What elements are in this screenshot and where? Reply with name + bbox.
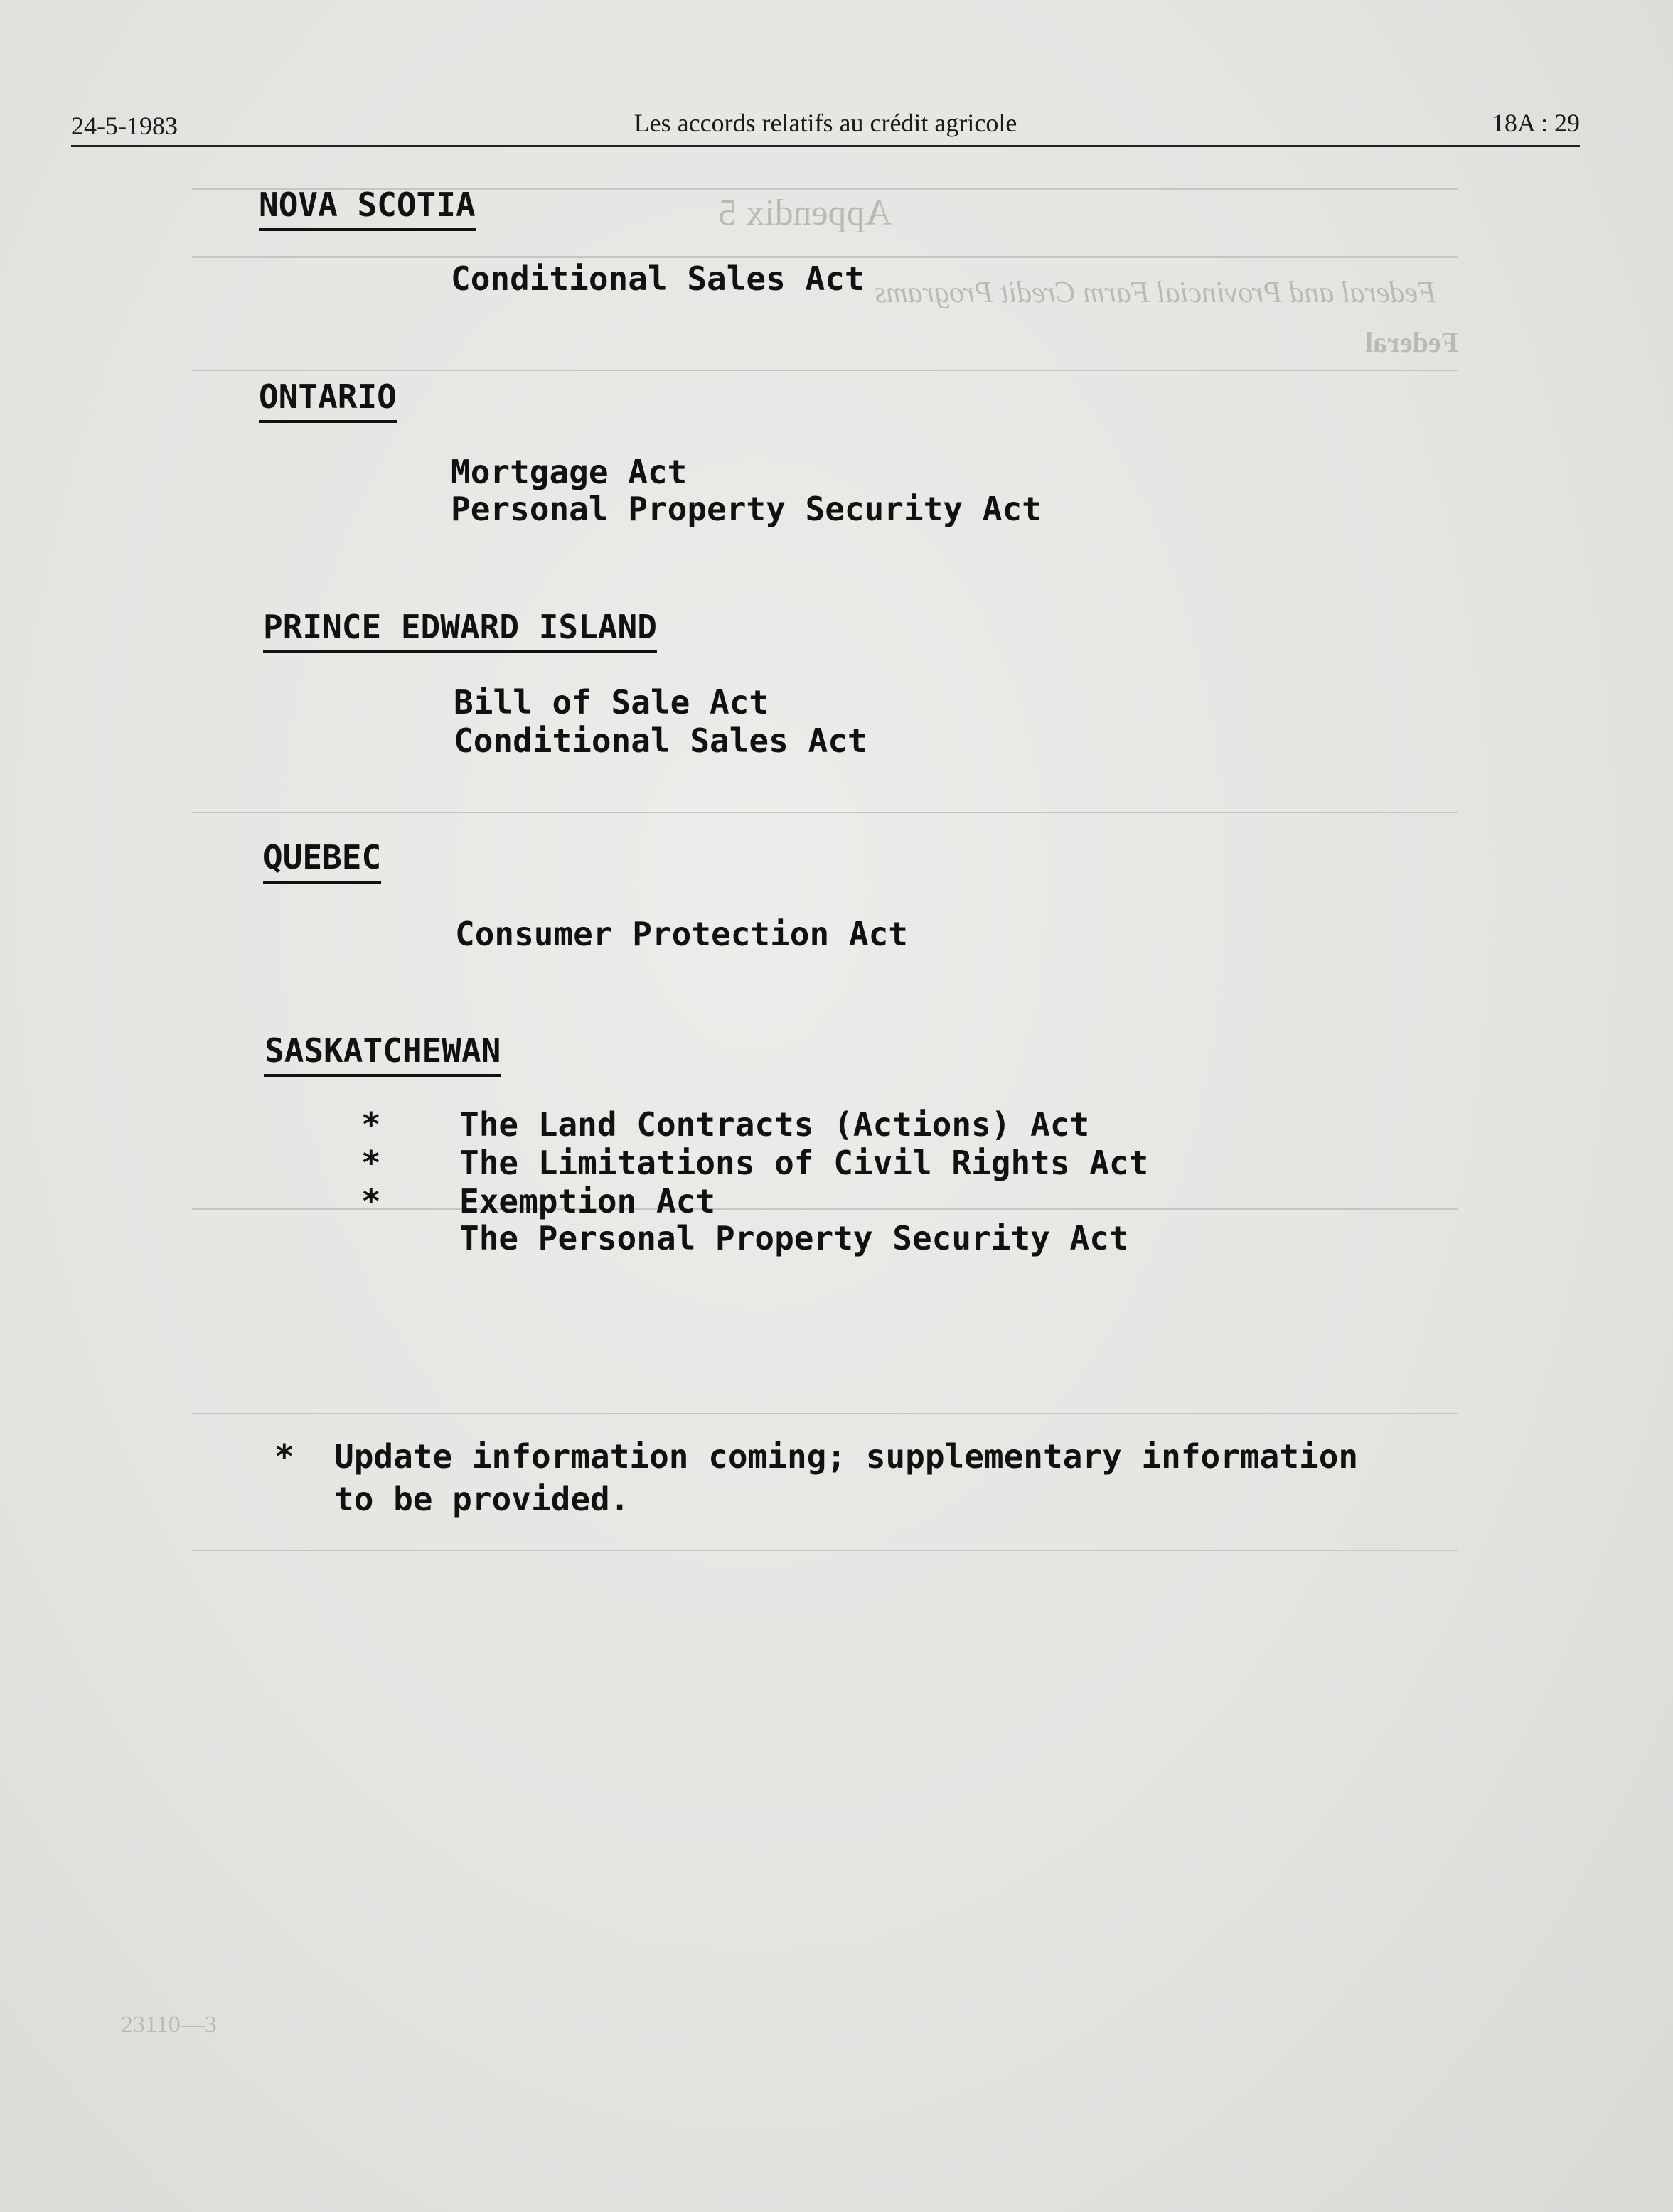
- act-title: Bill of Sale Act: [454, 683, 769, 721]
- show-through-heading: Appendix 5: [718, 193, 892, 233]
- asterisk-marker: *: [361, 1105, 381, 1144]
- show-through-rule: [192, 812, 1458, 813]
- running-header: [71, 105, 1580, 147]
- header-page-ref: 18A : 29: [1491, 109, 1580, 137]
- show-through-rule: [192, 370, 1458, 371]
- act-title: Exemption Act: [459, 1182, 716, 1220]
- show-through-rule: [192, 1550, 1458, 1551]
- act-title: Consumer Protection Act: [455, 915, 908, 953]
- show-through-rule: [192, 256, 1458, 258]
- act-title: The Personal Property Security Act: [459, 1219, 1129, 1257]
- act-title: The Land Contracts (Actions) Act: [459, 1105, 1090, 1144]
- province-heading-prince-edward-island: PRINCE EDWARD ISLAND: [263, 608, 657, 653]
- show-through-rule: [192, 1413, 1458, 1414]
- act-title: The Limitations of Civil Rights Act: [459, 1144, 1149, 1182]
- province-heading-saskatchewan: SASKATCHEWAN: [264, 1032, 501, 1077]
- show-through-page-code: 23110—3: [121, 2012, 217, 2038]
- province-heading-quebec: QUEBEC: [263, 839, 381, 884]
- act-title: Mortgage Act: [451, 453, 688, 491]
- header-date: 24-5-1983: [71, 112, 178, 140]
- show-through-rule: [192, 1208, 1458, 1210]
- asterisk-marker: *: [361, 1182, 381, 1220]
- footnote-asterisk: *: [274, 1437, 294, 1476]
- province-heading-nova-scotia: NOVA SCOTIA: [259, 186, 476, 231]
- asterisk-marker: *: [361, 1144, 381, 1182]
- show-through-section: Federal: [1365, 326, 1459, 358]
- act-title: Conditional Sales Act: [451, 259, 865, 298]
- province-heading-ontario: ONTARIO: [259, 378, 397, 423]
- show-through-subheading: Federal and Provincial Farm Credit Programs: [875, 276, 1436, 309]
- act-title: Personal Property Security Act: [451, 490, 1042, 528]
- header-title: Les accords relatifs au crédit agricole: [634, 109, 1017, 137]
- footnote-text: Update information coming; supplementary information to be provided.: [334, 1437, 1359, 1518]
- act-title: Conditional Sales Act: [454, 721, 867, 760]
- footnote: [274, 1436, 1426, 1521]
